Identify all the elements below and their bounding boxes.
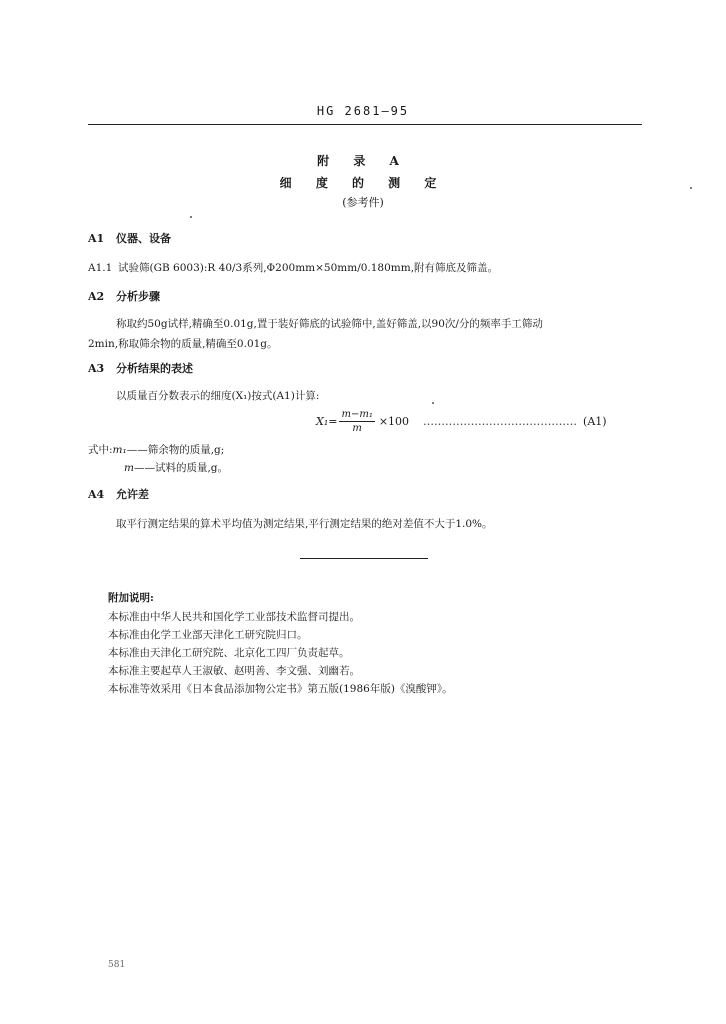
- formula-lhs: X₁=: [316, 415, 338, 428]
- section-divider: [300, 558, 428, 559]
- variable-definition-m: [124, 458, 228, 478]
- clause-text: 试验筛(GB 6003):R 40/3系列,Φ200mm×50mm/0.180mm,附有筛底及筛盖。: [118, 262, 499, 274]
- formula-multiplier: ×100: [378, 415, 410, 428]
- formula-number: (A1): [583, 415, 607, 428]
- section-number: A1: [88, 232, 105, 245]
- document-code: HG 2681—95: [316, 104, 410, 118]
- section-title: 分析步骤: [116, 290, 160, 303]
- section-number: A4: [88, 488, 105, 501]
- variable-symbol: m: [124, 462, 134, 474]
- variable-symbol: m₁: [112, 444, 127, 456]
- formula-a1: [316, 408, 607, 435]
- procedure-paragraph: [88, 314, 648, 354]
- variable-definition-m1: [88, 440, 224, 460]
- additional-note-line: 本标准由天津化工研究院、北京化工四厂负责起草。: [108, 647, 350, 659]
- additional-note-line: 本标准由化学工业部天津化工研究院归口。: [108, 629, 308, 641]
- scan-speck: [432, 402, 434, 404]
- variable-description: ——筛余物的质量,g;: [126, 444, 225, 456]
- scan-speck: [690, 187, 692, 189]
- section-title: 分析结果的表述: [116, 362, 193, 375]
- section-title: 允许差: [116, 488, 149, 501]
- section-title: 仪器、设备: [116, 232, 171, 245]
- clause-number: A1.1: [88, 262, 113, 274]
- additional-notes-title: 附加说明:: [108, 592, 154, 604]
- appendix-note: (参考件): [342, 196, 384, 209]
- additional-notes-list: [108, 608, 453, 698]
- page-number: 581: [108, 960, 126, 970]
- scan-speck: [190, 216, 192, 218]
- section-a3-heading: [88, 360, 193, 376]
- additional-note-line: 本标准主要起草人王淑敏、赵明善、李文强、刘幽若。: [108, 665, 360, 677]
- section-number: A3: [88, 362, 105, 375]
- clause-a1-1: [88, 258, 648, 278]
- section-a2-heading: [88, 288, 160, 304]
- variable-description: ——试料的质量,g。: [133, 462, 229, 474]
- section-a1-heading: [88, 230, 171, 246]
- procedure-line-2: 2min,称取筛余物的质量,精确至0.01g。: [88, 338, 278, 350]
- formula-numerator: m−m₁: [341, 409, 373, 420]
- additional-note-line: 本标准等效采用《日本食品添加物公定书》第五版(1986年版)《溴酸钾》。: [108, 683, 453, 695]
- header-rule: [88, 124, 642, 125]
- procedure-line-1: 称取约50g试样,精确至0.01g,置于装好筛底的试验筛中,盖好筛盖,以90次/分的频率手工筛动: [116, 318, 543, 330]
- section-number: A2: [88, 290, 105, 303]
- formula-fraction: [339, 408, 374, 435]
- appendix-subtitle: 细 度 的 测 定: [279, 176, 447, 190]
- tolerance-paragraph: 取平行测定结果的算术平均值为测定结果,平行测定结果的绝对差值不大于1.0%。: [116, 518, 493, 530]
- section-a4-heading: [88, 486, 149, 502]
- formula-leader-dots: ……………………………………: [423, 415, 578, 428]
- appendix-title: 附 录 A: [317, 154, 409, 168]
- where-prefix: 式中:: [88, 444, 113, 456]
- additional-note-line: 本标准由中华人民共和国化学工业部技术监督司提出。: [108, 611, 360, 623]
- formula-denominator: m: [352, 423, 362, 434]
- calculation-intro: 以质量百分数表示的细度(X₁)按式(A1)计算:: [116, 390, 320, 402]
